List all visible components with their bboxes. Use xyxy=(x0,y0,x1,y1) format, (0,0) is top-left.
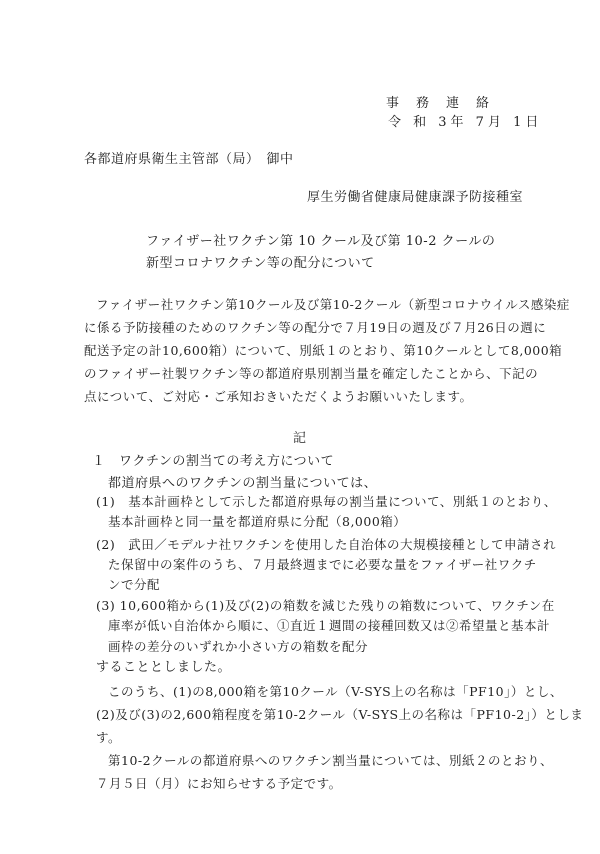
item-3-line-1: (3) 10,600箱から(1)及び(2)の箱数を減じた残りの箱数について、ワクチン在 xyxy=(96,598,555,613)
item-3-line-3: 画枠の差分のいずれか小さい方の箱数を配分 xyxy=(108,639,369,654)
intro-line-5: 点について、ご対応・ご承知おきいただくようお願いいたします。 xyxy=(84,389,473,404)
para2-line-2: (2)及び(3)の2,600箱程度を第10-2クール（V-SYS上の名称は「PF10-2」）としま xyxy=(96,707,584,722)
sender-line: 厚生労働省健康局健康課予防接種室 xyxy=(307,190,524,205)
intro-line-4: のファイザー社製ワクチン等の都道府県別割当量を確定したことから、下記の xyxy=(84,366,539,381)
item-3-line-2: 庫率が低い自治体から順に、①直近１週間の接種回数又は②希望量と基本計 xyxy=(108,618,551,633)
item-1-line-1: (1) 基本計画枠として示した都道府県毎の割当量について、別紙１のとおり、 xyxy=(96,494,557,509)
intro-line-3: 配送予定の計10,600箱）について、別紙１のとおり、第10クールとして8,000箱 xyxy=(84,343,563,358)
title-line-2: 新型コロナワクチン等の配分について xyxy=(146,256,375,271)
item-2-line-2: た保留中の案件のうち、７月最終週までに必要な量をファイザー社ワクチ xyxy=(108,557,537,572)
item-1-line-2: 基本計画枠と同一量を都道府県に分配（8,000箱） xyxy=(108,514,407,529)
intro-line-1: ファイザー社ワクチン第10クール及び第10-2クール（新型コロナウイルス感染症 xyxy=(96,297,570,312)
para2-line-1: このうち、(1)の8,000箱を第10クール（V-SYS上の名称は「PF10」）とし、 xyxy=(108,684,563,699)
section1-heading: １ ワクチンの割当ての考え方について xyxy=(92,454,335,469)
recipient-line: 各都道府県衛生主管部（局） 御中 xyxy=(84,152,294,167)
section1-closing: することとしました。 xyxy=(96,660,232,675)
item-2-line-3: ンで分配 xyxy=(108,577,161,592)
para3-line-1: 第10-2クールの都道府県へのワクチン割当量については、別紙２のとおり、 xyxy=(108,753,553,768)
item-2-line-1: (2) 武田／モデルナ社ワクチンを使用した自治体の大規模接種として申請され xyxy=(96,537,556,552)
ki-heading: 記 xyxy=(293,431,307,446)
para2-line-3: す。 xyxy=(96,730,122,745)
para3-line-2: ７月５日（月）にお知らせする予定です。 xyxy=(96,776,342,791)
document-date: 令 和 3年 7月 1日 xyxy=(388,115,543,130)
intro-line-2: に係る予防接種のためのワクチン等の配分で７月19日の週及び７月26日の週に xyxy=(84,320,547,335)
section1-lead: 都道府県へのワクチンの割当量については、 xyxy=(108,476,378,491)
doc-type-label: 事務連絡 xyxy=(386,96,507,111)
title-line-1: ファイザー社ワクチン第 10 クール及び第 10-2 クールの xyxy=(146,234,496,249)
